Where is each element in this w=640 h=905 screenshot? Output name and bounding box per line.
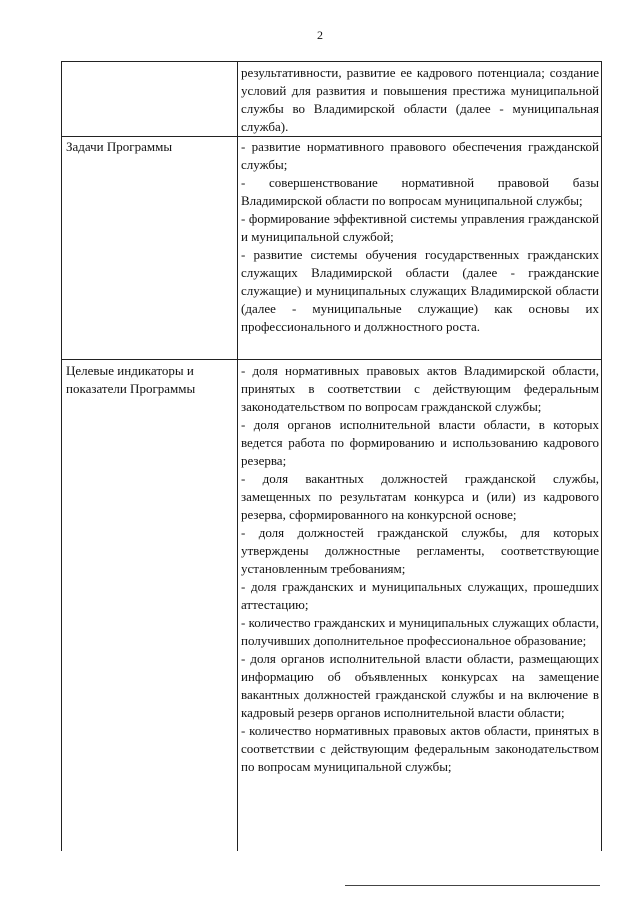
row-label: Задачи Программы — [66, 139, 173, 154]
row-content — [241, 64, 599, 136]
row-content — [241, 362, 599, 776]
row-content — [241, 138, 599, 336]
row-label: Целевые индикаторы и показатели Программы — [66, 363, 196, 396]
program-passport-table — [61, 61, 602, 851]
list-item: - формирование эффективной системы управления гражданской и муниципальной службой; — [241, 211, 599, 244]
list-item: - развитие нормативного правового обеспечения гражданской службы; — [241, 139, 599, 172]
footer-line — [345, 885, 600, 886]
list-item: - доля органов исполнительной власти области, в которых ведется работа по формированию и использованию кадрового резерва; — [241, 417, 599, 468]
list-item: - доля органов исполнительной власти области, размещающих информацию об объявленных конкурсах на замещение вакантных должностей гражданской службы и на включение в кадровый резерв органов исполнительной власти области; — [241, 651, 599, 720]
list-item: - доля вакантных должностей гражданской службы, замещенных по результатам конкурса и (или) из кадрового резерва, сформированного на конкурсной основе; — [241, 471, 599, 522]
list-item: - доля нормативных правовых актов Владимирской области, принятых в соответствии с действующим федеральным законодательством по вопросам гражданской службы; — [241, 363, 599, 414]
table-row-indicators — [62, 360, 601, 852]
list-item: результативности, развитие ее кадрового потенциала; создание условий для развития и повышения престижа муниципальной службы во Владимирской области (далее - муниципальная служба). — [241, 65, 599, 134]
list-item: - доля должностей гражданской службы, для которых утверждены должностные регламенты, соответствующие установленным требованиям; — [241, 525, 599, 576]
list-item: - количество нормативных правовых актов области, принятых в соответствии с действующим федеральным законодательством по вопросам муниципальной службы; — [241, 723, 599, 774]
list-item: - количество гражданских и муниципальных служащих области, получивших дополнительное профессиональное образование; — [241, 615, 599, 648]
list-item: - совершенствование нормативной правовой базы Владимирской области по вопросам муниципальной службы; — [241, 175, 599, 208]
table-row-goal-continuation — [62, 62, 601, 136]
list-item: - доля гражданских и муниципальных служащих, прошедших аттестацию; — [241, 579, 599, 612]
page-number: 2 — [317, 28, 323, 42]
list-item: - развитие системы обучения государственных гражданских служащих Владимирской области (далее - гражданские служащие) и муниципальных служащих Владимирской области (далее - муниципальные служащие) как основы их профессионального и должностного роста. — [241, 247, 599, 334]
